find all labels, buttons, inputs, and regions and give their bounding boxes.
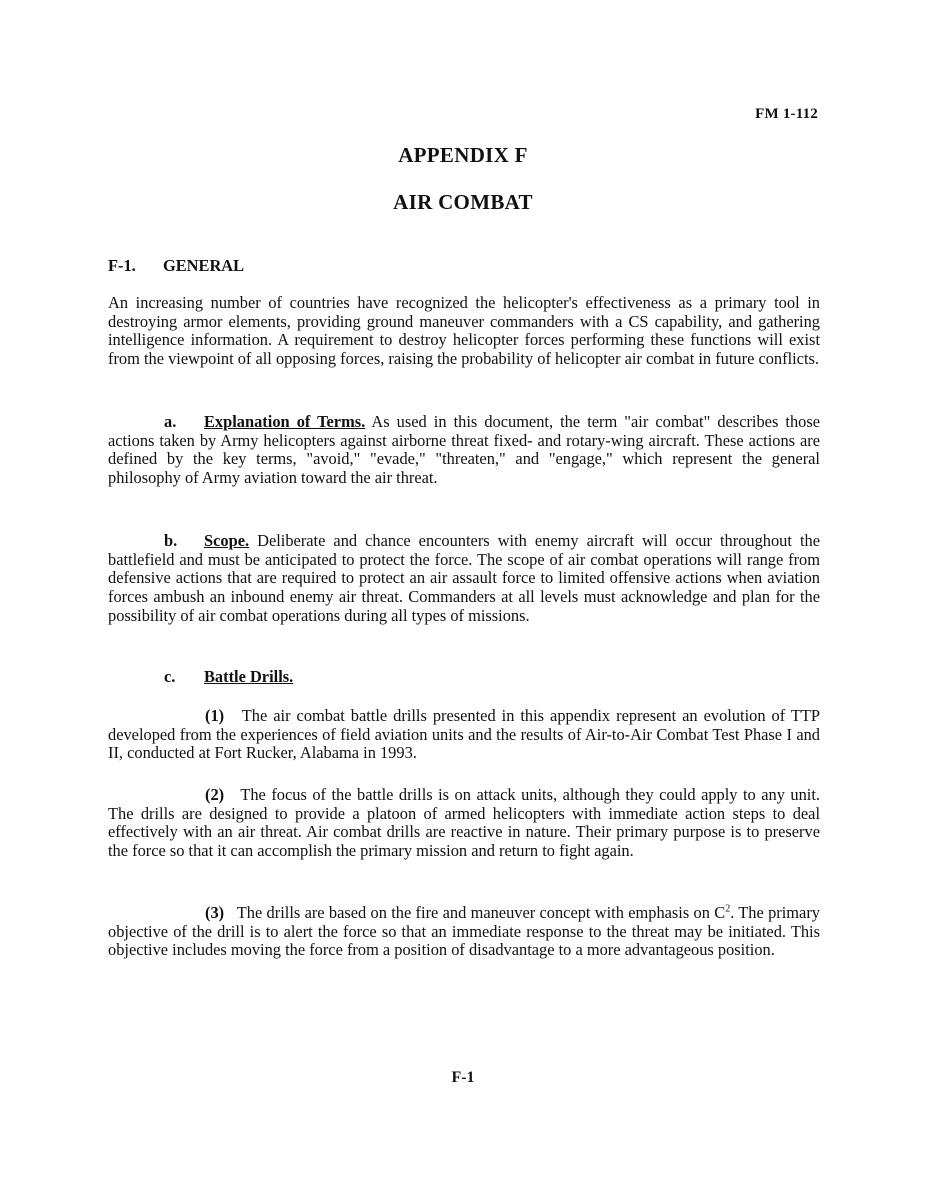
paragraph-c — [108, 668, 820, 687]
section-title: GENERAL — [163, 256, 245, 275]
paragraph-c-letter: c. — [164, 667, 176, 686]
superscript-2: 2 — [725, 903, 731, 915]
subparagraph-1-text: The air combat battle drills presented in this appendix represent an evolution of TTP developed from the experiences of field aviation units and the results of Air-to-Air Combat Test Phase I and II, conducted at Fort Rucker, Alabama in 1993. — [108, 706, 821, 763]
intro-text: An increasing number of countries have recognized the helicopter's effectiveness as a primary tool in destroying armor elements, providing ground maneuver commanders with a CS capability, and gathering intelligence information. A requirement to destroy helicopter forces performing these functions will exist from the viewpoint of all opposing forces, raising the probability of helicopter air combat in future conflicts. — [108, 293, 820, 369]
section-heading — [108, 256, 244, 276]
paragraph-a-text: As used in this document, the term "air combat" describes those actions taken by Army helicopters against airborne threat fixed- and rotary-wing aircraft. These actions are defined by the key terms, "avoid," "evade," "threaten," and "engage," which represent the general philosophy of Army aviation toward the air threat. — [108, 412, 820, 488]
appendix-title: APPENDIX F — [398, 143, 528, 167]
document-id: FM 1-112 — [755, 106, 818, 122]
subparagraph-3-text-after: . The primary objective of the drill is to alert the force so that an immediate response to the threat may be initiated. This objective includes moving the force from a position of disadvantage to a more advantageous position. — [108, 903, 820, 960]
subparagraph-2 — [108, 786, 820, 861]
paragraph-a-letter: a. — [164, 412, 177, 431]
paragraph-b-text: Deliberate and chance encounters with enemy aircraft will occur throughout the battlefield and must be anticipated to protect the force. The scope of air combat operations will range from defensive actions that are required to protect an air assault force to limited offensive actions when aviation forces ambush an inbound enemy air threat. Commanders at all levels must acknowledge and plan for the possibility of air combat operations during all types of missions. — [108, 531, 820, 625]
subparagraph-3-text-before: The drills are based on the fire and maneuver concept with emphasis on C — [236, 903, 726, 922]
paragraph-b-letter: b. — [164, 531, 178, 550]
intro-paragraph — [108, 294, 820, 369]
subparagraph-3-number: (3) — [205, 903, 225, 922]
section-number: F-1. — [108, 256, 136, 275]
subparagraph-1 — [108, 707, 820, 763]
page-number: F-1 — [451, 1069, 475, 1086]
paragraph-b-term: Scope. — [204, 531, 250, 550]
subparagraph-1-number: (1) — [205, 706, 225, 725]
subparagraph-2-number: (2) — [205, 785, 225, 804]
paragraph-c-term: Battle Drills. — [204, 667, 294, 686]
appendix-subject: AIR COMBAT — [393, 190, 533, 214]
subparagraph-3 — [108, 904, 820, 960]
paragraph-a-term: Explanation of Terms. — [204, 412, 366, 431]
paragraph-a — [108, 413, 820, 488]
subparagraph-2-text: The focus of the battle drills is on attack units, although they could apply to any unit. The drills are designed to provide a platoon of armed helicopters with immediate action steps to deal effectively with an air threat. Air combat drills are reactive in nature. Their primary purpose is to preserve the force so that it can accomplish the primary mission and return to fight again. — [108, 785, 821, 861]
paragraph-b — [108, 532, 820, 626]
